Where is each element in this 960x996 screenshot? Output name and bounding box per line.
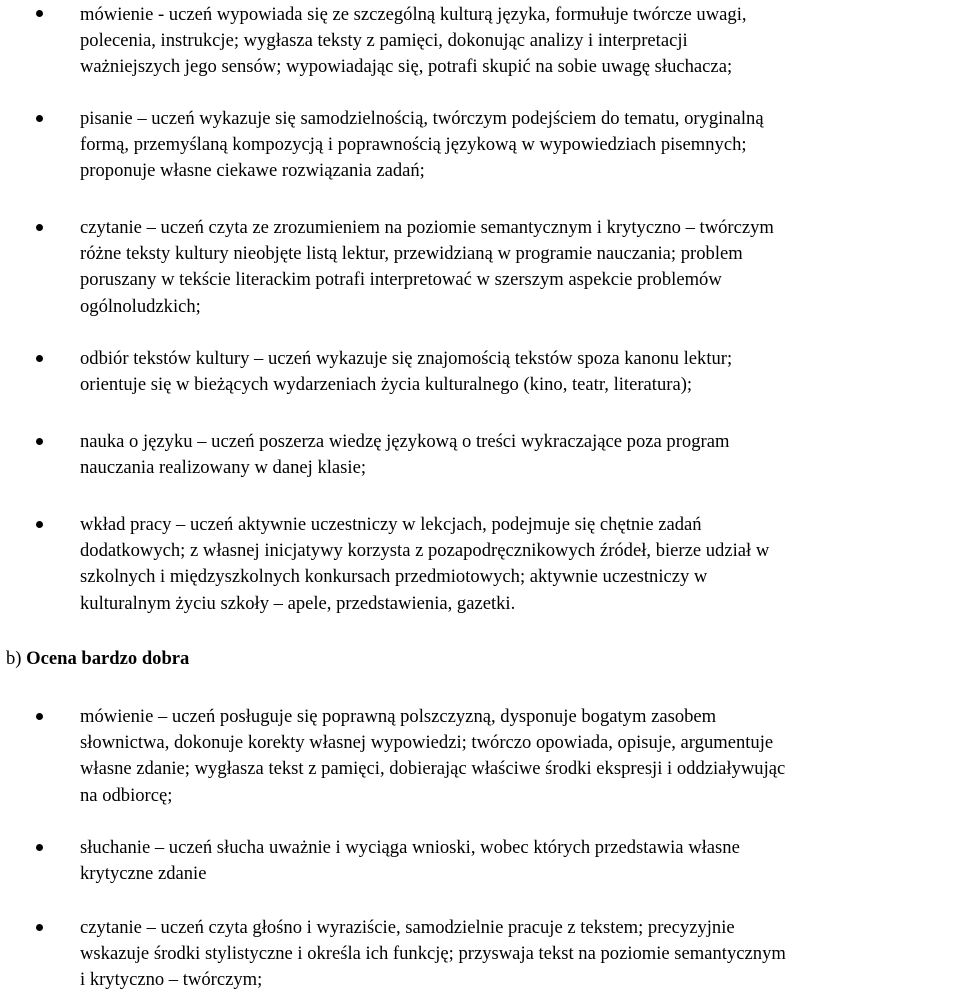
bullet-icon: [36, 115, 43, 122]
text-line: wkład pracy – uczeń aktywnie uczestniczy w lekcjach, podejmuje się chętnie zadań: [80, 514, 702, 535]
section-prefix: b): [6, 648, 27, 669]
text-line: poruszany w tekście literackim potrafi interpretować w szerszym aspekcie problemów: [80, 269, 722, 291]
list-item-wklad-pracy: [80, 512, 960, 617]
text-line: słuchanie – uczeń słucha uważnie i wyciąga wnioski, wobec których przedstawia własne: [80, 837, 740, 858]
text-line: mówienie - uczeń wypowiada się ze szczególną kulturą języka, formułuje twórcze uwagi,: [80, 4, 747, 25]
bullet-icon: [36, 521, 43, 528]
list-item-mowienie: [80, 2, 960, 81]
text-line: proponuje własne ciekawe rozwiązania zadań;: [80, 160, 425, 182]
bullet-icon: [36, 10, 43, 17]
text-line: szkolnych i międzyszkolnych konkursach przedmiotowych; aktywnie uczestniczy w: [80, 566, 708, 588]
bullet-icon: [36, 224, 43, 231]
bullet-icon: [36, 355, 43, 362]
text-line: i krytyczno – twórczym;: [80, 969, 263, 991]
text-line: orientuje się w bieżących wydarzeniach życia kulturalnego (kino, teatr, literatura);: [80, 374, 693, 396]
text-line: kulturalnym życiu szkoły – apele, przedstawienia, gazetki.: [80, 592, 516, 614]
list-item-sluchanie: [80, 835, 960, 887]
text-line: krytyczne zdanie: [80, 863, 207, 885]
section-heading: [6, 646, 189, 672]
bullet-icon: [36, 844, 43, 851]
bullet-icon: [36, 924, 43, 931]
text-line: mówienie – uczeń posługuje się poprawną polszczyzną, dysponuje bogatym zasobem: [80, 706, 717, 727]
list-item-mowienie: [80, 704, 960, 809]
text-line: formą, przemyślaną kompozycją i poprawnością językową w wypowiedziach pisemnych;: [80, 134, 747, 156]
list-item-pisanie: [80, 106, 960, 185]
text-line: własne zdanie; wygłasza tekst z pamięci, dobierając właściwe środki ekspresji i oddziaływując: [80, 758, 786, 780]
section-title: Ocena bardzo dobra: [26, 648, 190, 669]
text-line: ogólnoludzkich;: [80, 295, 201, 317]
text-line: odbiór tekstów kultury – uczeń wykazuje się znajomością tekstów spoza kanonu lektur;: [80, 348, 733, 369]
text-line: słownictwa, dokonuje korekty własnej wypowiedzi; twórczo opowiada, opisuje, argumentuje: [80, 732, 774, 754]
text-line: pisanie – uczeń wykazuje się samodzielnością, twórczym podejściem do tematu, oryginalną: [80, 108, 764, 129]
list-item-odbior-tekstow: [80, 346, 960, 398]
bullet-icon: [36, 438, 43, 445]
text-line: różne teksty kultury nieobjęte listą lektur, przewidzianą w programie nauczania; problem: [80, 243, 743, 265]
text-line: polecenia, instrukcje; wygłasza teksty z pamięci, dokonując analizy i interpretacji: [80, 30, 688, 52]
text-line: czytanie – uczeń czyta głośno i wyraziście, samodzielnie pracuje z tekstem; precyzyjnie: [80, 917, 735, 938]
text-line: ważniejszych jego sensów; wypowiadając się, potrafi skupić na sobie uwagę słuchacza;: [80, 56, 733, 78]
list-item-czytanie: [80, 915, 960, 994]
text-line: nauka o języku – uczeń poszerza wiedzę językową o treści wykraczające poza program: [80, 431, 730, 452]
text-line: czytanie – uczeń czyta ze zrozumieniem na poziomie semantycznym i krytyczno – twórczym: [80, 217, 774, 238]
bullet-icon: [36, 713, 43, 720]
list-item-czytanie: [80, 215, 960, 320]
text-line: dodatkowych; z własnej inicjatywy korzysta z pozapodręcznikowych źródeł, bierze udział w: [80, 540, 770, 562]
text-line: nauczania realizowany w danej klasie;: [80, 457, 366, 479]
text-line: wskazuje środki stylistyczne i określa ich funkcję; przyswaja tekst na poziomie semantycznym: [80, 943, 786, 965]
text-line: na odbiorcę;: [80, 784, 173, 806]
list-item-nauka-o-jezyku: [80, 429, 960, 481]
